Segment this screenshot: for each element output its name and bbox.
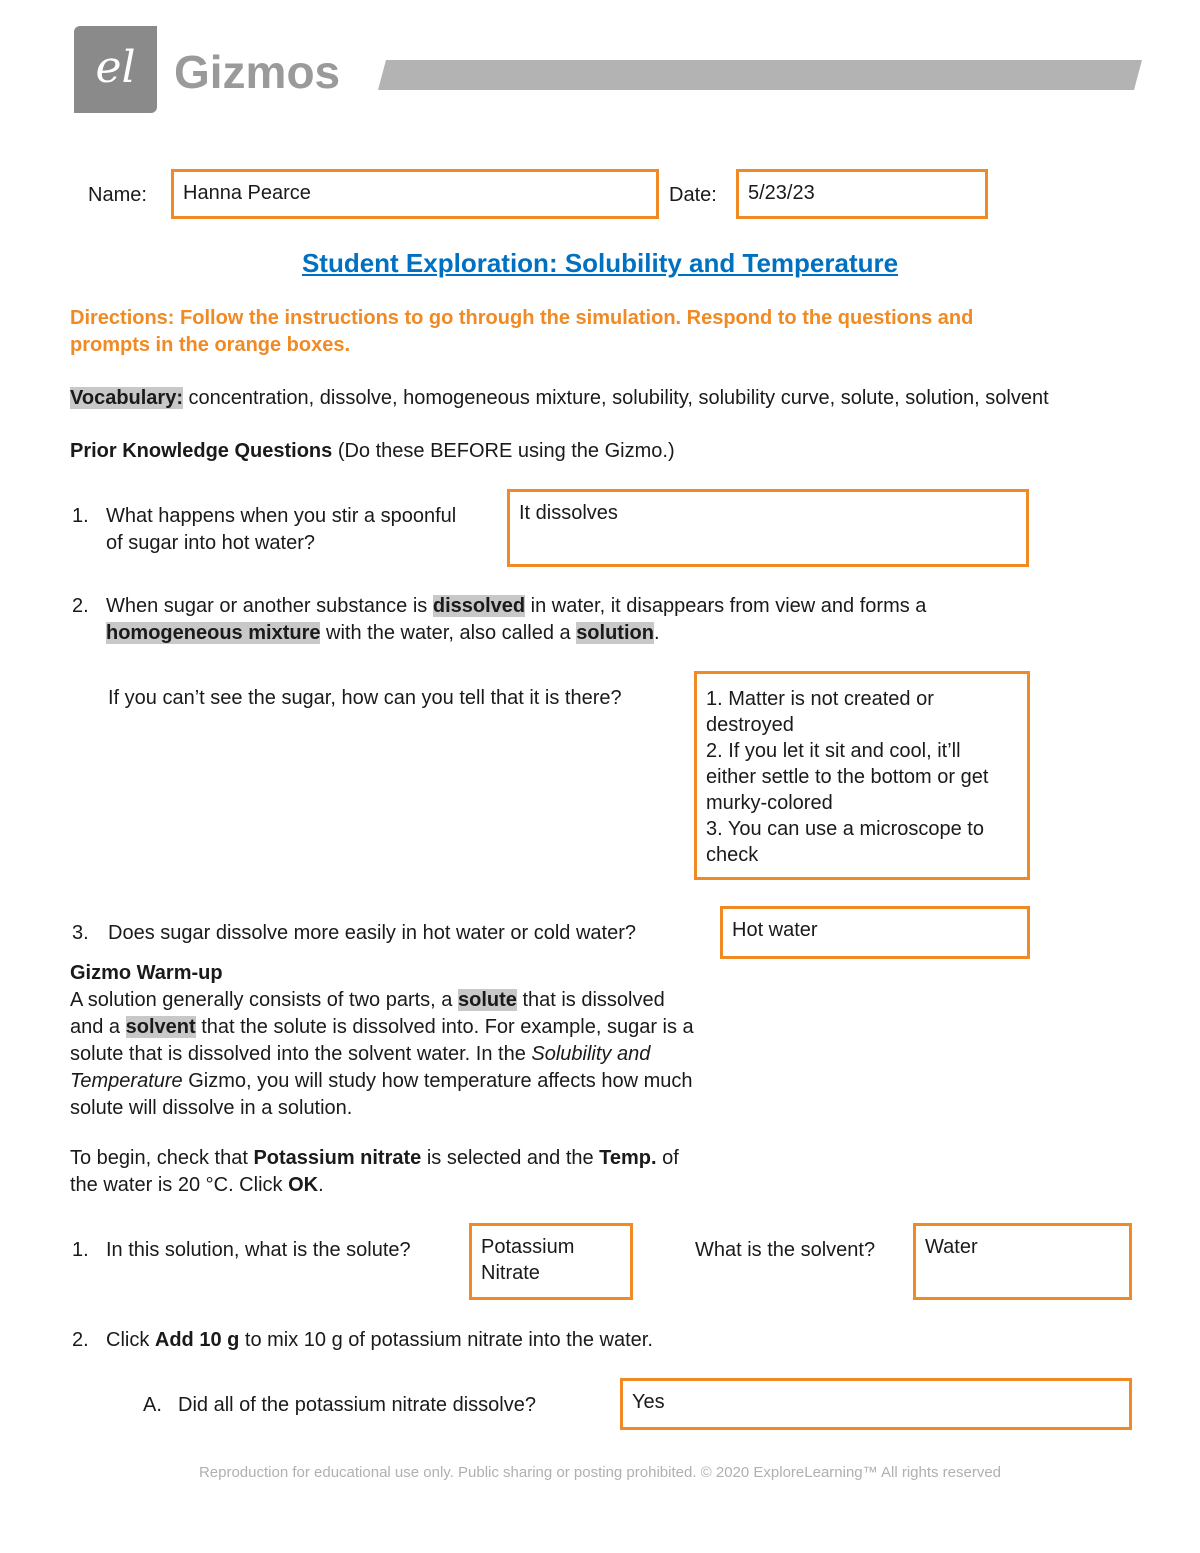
begin-bold: Temp.	[599, 1147, 657, 1169]
warmup-paragraph	[70, 987, 694, 1122]
q3-number: 3.	[72, 922, 89, 944]
warmup-text: that is dissolved	[516, 989, 665, 1011]
solute-answer-line: Potassium	[481, 1236, 575, 1258]
q2-term-solution: solution	[576, 622, 654, 644]
term-solute: solute	[457, 989, 517, 1011]
q2-answer-line: murky-colored	[706, 792, 833, 814]
begin-instructions	[70, 1145, 679, 1199]
logo-glyph: el	[95, 42, 136, 93]
q2-answer-line: check	[706, 844, 759, 866]
q2-line-1	[106, 593, 926, 620]
warmup-text: solute will dissolve in a solution.	[70, 1097, 353, 1119]
warmup-text: A solution generally consists of two parts, a	[70, 989, 458, 1011]
q2-answer-line: 2. If you let it sit and cool, it’ll	[706, 740, 961, 762]
warmup-text: solute that is dissolved into the solvent water. In the	[70, 1043, 532, 1065]
warmup-text: that the solute is dissolved into. For example, sugar is a	[195, 1016, 694, 1038]
begin-text: To begin, check that	[70, 1147, 254, 1169]
directions-line-1: Directions: Follow the instructions to go through the simulation. Respond to the questions and	[70, 307, 974, 329]
begin-bold: Potassium nitrate	[253, 1147, 422, 1169]
vocabulary-list: concentration, dissolve, homogeneous mixture, solubility, solubility curve, solute, solution, solvent	[183, 387, 1049, 409]
q1-number: 1.	[72, 505, 89, 527]
vocabulary-label: Vocabulary:	[70, 387, 183, 409]
q2-text-b: in water, it disappears from view and forms a	[525, 595, 927, 617]
footer-copyright: Reproduction for educational use only. Public sharing or posting prohibited. © 2020 ExploreLearning™ All rights reserved	[198, 1464, 1002, 1481]
q2-answer-line: destroyed	[706, 714, 794, 736]
warmup-q2-number: 2.	[72, 1329, 89, 1351]
warmup-text: Gizmo, you will study how temperature affects how much	[182, 1070, 693, 1092]
prior-heading-text: Prior Knowledge Questions	[70, 440, 333, 462]
warmup-q1-number: 1.	[72, 1239, 89, 1261]
q2-answer-line: 1. Matter is not created or	[706, 688, 934, 710]
directions-line-2: prompts in the orange boxes.	[70, 334, 351, 356]
q1-line-1: What happens when you stir a spoonful	[106, 505, 457, 527]
q2-text: to mix 10 g of potassium nitrate into the water.	[239, 1329, 653, 1351]
q3-answer-box[interactable]: Hot water	[720, 906, 1030, 959]
q1-answer-box[interactable]: It dissolves	[507, 489, 1029, 567]
solute-answer-line: Nitrate	[481, 1262, 540, 1284]
q2-answer-line: either settle to the bottom or get	[706, 766, 989, 788]
warmup-q1-text: In this solution, what is the solute?	[106, 1239, 411, 1261]
prior-note: (Do these BEFORE using the Gizmo.)	[332, 440, 675, 462]
begin-text: is selected and the	[421, 1147, 600, 1169]
q2-line-2	[106, 620, 660, 647]
q2-text-a: When sugar or another substance is	[106, 595, 433, 617]
name-label: Name:	[88, 184, 147, 206]
gizmo-name-italic: Solubility and	[531, 1043, 651, 1065]
date-label: Date:	[669, 184, 717, 206]
solvent-answer-box[interactable]: Water	[913, 1223, 1132, 1300]
gizmo-name-italic: Temperature	[70, 1070, 183, 1092]
q2-text: Click	[106, 1329, 155, 1351]
q2-term-homogeneous-mixture: homogeneous mixture	[106, 622, 321, 644]
q3-text: Does sugar dissolve more easily in hot water or cold water?	[108, 922, 637, 944]
begin-bold: OK	[288, 1174, 319, 1196]
warmup-q2a-text: Did all of the potassium nitrate dissolve?	[178, 1394, 536, 1416]
q2-number: 2.	[72, 595, 89, 617]
term-solvent: solvent	[125, 1016, 196, 1038]
header-bar	[378, 60, 1142, 90]
q2-answer-box[interactable]	[694, 671, 1030, 880]
warmup-q2-text	[106, 1327, 653, 1354]
q2-answer-line: 3. You can use a microscope to	[706, 818, 984, 840]
begin-text: the water is 20 °C. Click	[70, 1174, 289, 1196]
date-field[interactable]: 5/23/23	[736, 169, 988, 219]
warmup-text: and a	[70, 1016, 126, 1038]
brand-name: Gizmos	[174, 46, 341, 98]
q2-term-dissolved: dissolved	[432, 595, 526, 617]
q2a-answer-box[interactable]: Yes	[620, 1378, 1132, 1430]
solute-answer-box[interactable]	[469, 1223, 633, 1300]
add-10g-bold: Add 10 g	[154, 1329, 240, 1351]
q2-text-c: with the water, also called a	[320, 622, 577, 644]
q2-subquestion: If you can’t see the sugar, how can you tell that it is there?	[108, 687, 622, 709]
vocabulary	[70, 385, 1049, 412]
q2-text-d: .	[653, 622, 660, 644]
warmup-q2a-letter: A.	[143, 1394, 162, 1416]
prior-knowledge-heading	[70, 438, 675, 465]
name-field[interactable]: Hanna Pearce	[171, 169, 659, 219]
begin-text: of	[656, 1147, 679, 1169]
page-title: Student Exploration: Solubility and Temperature	[301, 248, 899, 278]
warmup-q1-solvent-text: What is the solvent?	[695, 1239, 876, 1261]
gizmos-logo	[74, 26, 157, 113]
begin-text: .	[318, 1174, 324, 1196]
q1-line-2: of sugar into hot water?	[106, 532, 316, 554]
warmup-heading: Gizmo Warm-up	[70, 962, 223, 984]
